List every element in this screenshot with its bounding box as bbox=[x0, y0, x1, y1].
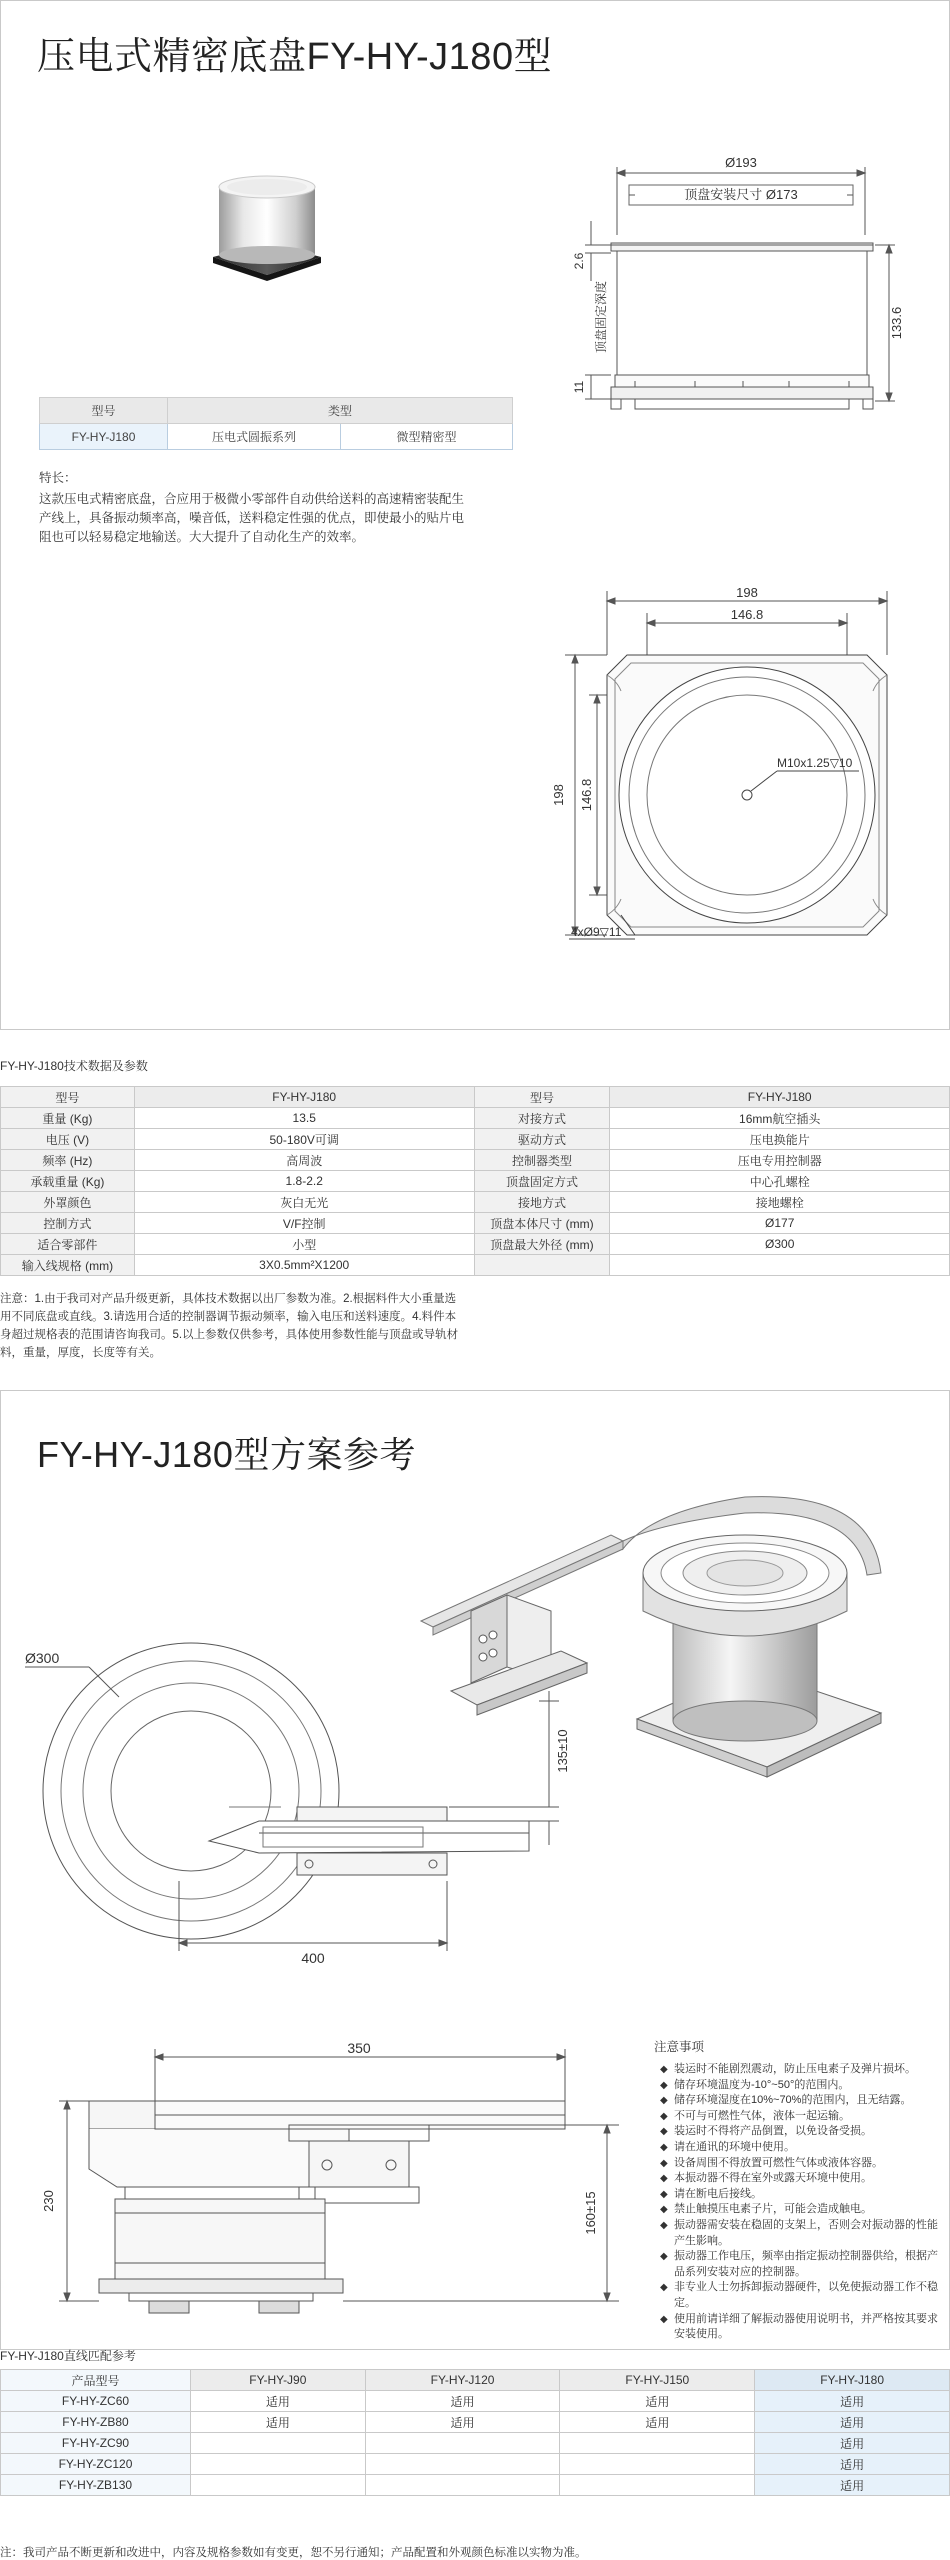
match-cell: 适用 bbox=[191, 2391, 366, 2412]
spec-label: 驱动方式 bbox=[474, 1129, 610, 1150]
care-item: ◆ 本振动器不得在室外或露天环境中使用。 bbox=[660, 2171, 942, 2187]
features-heading: 特长： bbox=[39, 471, 77, 485]
match-row bbox=[1, 2433, 950, 2454]
match-header-cell: FY-HY-J150 bbox=[560, 2370, 755, 2391]
dim-top-inner-width: 146.8 bbox=[730, 607, 764, 622]
scheme-side-drawing bbox=[29, 2041, 629, 2341]
match-row bbox=[1, 2391, 950, 2412]
spec-value: 压电换能片 bbox=[610, 1129, 950, 1150]
match-cell: 适用 bbox=[560, 2391, 755, 2412]
spec-value: 13.5 bbox=[134, 1108, 474, 1129]
features-block bbox=[39, 469, 519, 547]
product-title: 压电式精密底盘FY-HY-J180型 bbox=[37, 36, 553, 78]
dim-base-height: 11 bbox=[572, 380, 586, 394]
match-header-cell: 产品型号 bbox=[1, 2370, 191, 2391]
spec-label: 承载重量 (Kg) bbox=[1, 1171, 135, 1192]
care-item: ◆ 储存环境湿度在10%~70%的范围内，且无结露。 bbox=[660, 2093, 942, 2109]
spec-label: 顶盘固定方式 bbox=[474, 1171, 610, 1192]
match-table bbox=[0, 2369, 950, 2496]
match-cell bbox=[191, 2454, 366, 2475]
match-cell bbox=[365, 2433, 560, 2454]
features-line: 产线上，具备振动频率高，噪音低，送料稳定性强的优点，即使最小的贴片电 bbox=[39, 511, 465, 525]
match-cell bbox=[560, 2475, 755, 2496]
match-model: FY-HY-ZC60 bbox=[1, 2391, 191, 2412]
spec-header-cell: 型号 bbox=[1, 1087, 135, 1108]
type-table bbox=[39, 397, 513, 450]
product-panel bbox=[0, 0, 950, 1030]
dim-fix-depth-label: 顶盘固定深度 bbox=[594, 280, 608, 354]
spec-label: 适合零部件 bbox=[1, 1234, 135, 1255]
spec-table bbox=[0, 1086, 950, 1276]
spec-label: 顶盘最大外径 (mm) bbox=[474, 1234, 610, 1255]
dim-scheme-diameter: Ø300 bbox=[25, 1650, 60, 1666]
spec-header-cell: FY-HY-J180 bbox=[610, 1087, 950, 1108]
dim-top-outer-width: 198 bbox=[736, 585, 758, 600]
spec-value: Ø300 bbox=[610, 1234, 950, 1255]
match-header-cell: FY-HY-J90 bbox=[191, 2370, 366, 2391]
spec-row bbox=[1, 1255, 950, 1276]
match-header-cell: FY-HY-J180 bbox=[755, 2370, 950, 2391]
note-line: 注意：1.由于我司对产品升级更新，具体技术数据以出厂参数为准。2.根据料件大小重量选 bbox=[0, 1293, 457, 1305]
spec-label: 输入线规格 (mm) bbox=[1, 1255, 135, 1276]
dim-scheme-height-left: 230 bbox=[41, 2190, 56, 2212]
spec-row bbox=[1, 1108, 950, 1129]
type-cell-model: FY-HY-J180 bbox=[40, 424, 168, 450]
dim-total-height: 133.6 bbox=[889, 306, 904, 340]
match-cell bbox=[560, 2454, 755, 2475]
spec-label: 对接方式 bbox=[474, 1108, 610, 1129]
match-cell bbox=[191, 2433, 366, 2454]
dim-top-height: 2.6 bbox=[572, 252, 586, 270]
match-row bbox=[1, 2454, 950, 2475]
spec-value: 中心孔螺栓 bbox=[610, 1171, 950, 1192]
dim-center-hole: M10x1.25▽10 bbox=[777, 756, 853, 770]
spec-value: 1.8-2.2 bbox=[134, 1171, 474, 1192]
match-cell bbox=[365, 2475, 560, 2496]
note-line: 料，重量，厚度，长度等有关。 bbox=[0, 1347, 161, 1359]
spec-header-cell: FY-HY-J180 bbox=[134, 1087, 474, 1108]
top-view-drawing bbox=[541, 583, 921, 953]
note-line: 身超过规格表的范围请咨询我司。5.以上参数仅供参考，具体使用参数性能与顶盘或导轨材 bbox=[0, 1329, 459, 1341]
spec-row bbox=[1, 1150, 950, 1171]
product-photo bbox=[207, 173, 327, 285]
spec-label: 电压 (V) bbox=[1, 1129, 135, 1150]
dim-scheme-width: 400 bbox=[301, 1950, 325, 1966]
match-model: FY-HY-ZB130 bbox=[1, 2475, 191, 2496]
spec-value: 3X0.5mm²X1200 bbox=[134, 1255, 474, 1276]
spec-value: 50-180V可调 bbox=[134, 1129, 474, 1150]
type-header-category: 类型 bbox=[168, 398, 513, 424]
type-cell-series: 压电式圆振系列 bbox=[168, 424, 341, 450]
match-cell bbox=[191, 2475, 366, 2496]
spec-row bbox=[1, 1192, 950, 1213]
match-cell: 适用 bbox=[365, 2391, 560, 2412]
match-cell: 适用 bbox=[755, 2412, 950, 2433]
match-cell: 适用 bbox=[365, 2412, 560, 2433]
dim-corner-holes: 4xØ9▽11 bbox=[571, 925, 622, 939]
spec-value: V/F控制 bbox=[134, 1213, 474, 1234]
match-cell: 适用 bbox=[755, 2475, 950, 2496]
match-model: FY-HY-ZC90 bbox=[1, 2433, 191, 2454]
spec-label: 控制方式 bbox=[1, 1213, 135, 1234]
match-cell: 适用 bbox=[560, 2412, 755, 2433]
care-item: ◆ 振动器需安装在稳固的支架上，否则会对振动器的性能产生影响。 bbox=[660, 2218, 942, 2249]
dim-top-outer-height: 198 bbox=[551, 784, 566, 806]
care-title: 注意事项 bbox=[654, 2040, 705, 2054]
side-view-drawing bbox=[572, 151, 905, 441]
spec-value: Ø177 bbox=[610, 1213, 950, 1234]
spec-label: 频率 (Hz) bbox=[1, 1150, 135, 1171]
dim-scheme-height-top: 135±10 bbox=[555, 1729, 570, 1773]
match-cell bbox=[560, 2433, 755, 2454]
match-cell: 适用 bbox=[755, 2454, 950, 2475]
spec-row bbox=[1, 1213, 950, 1234]
care-item: ◆ 禁止触摸压电素子片，可能会造成触电。 bbox=[660, 2202, 942, 2218]
spec-row bbox=[1, 1234, 950, 1255]
spec-value: 16mm航空插头 bbox=[610, 1108, 950, 1129]
spec-value: 接地螺栓 bbox=[610, 1192, 950, 1213]
spec-label: 顶盘本体尺寸 (mm) bbox=[474, 1213, 610, 1234]
spec-label bbox=[474, 1255, 610, 1276]
match-cell: 适用 bbox=[755, 2391, 950, 2412]
spec-caption: FY-HY-J180技术数据及参数 bbox=[0, 1059, 148, 1073]
match-cell bbox=[365, 2454, 560, 2475]
match-header-cell: FY-HY-J120 bbox=[365, 2370, 560, 2391]
spec-value: 灰白无光 bbox=[134, 1192, 474, 1213]
scheme-plan-drawing bbox=[19, 1631, 639, 2011]
care-list bbox=[660, 2062, 942, 2343]
type-header-model: 型号 bbox=[40, 398, 168, 424]
dim-top-inner-height: 146.8 bbox=[579, 778, 594, 812]
spec-label: 控制器类型 bbox=[474, 1150, 610, 1171]
spec-label: 外罩颜色 bbox=[1, 1192, 135, 1213]
match-model: FY-HY-ZC120 bbox=[1, 2454, 191, 2475]
type-cell-kind: 微型精密型 bbox=[341, 424, 513, 450]
dim-outer-diameter: Ø193 bbox=[725, 155, 757, 170]
spec-label: 重量 (Kg) bbox=[1, 1108, 135, 1129]
spec-value: 小型 bbox=[134, 1234, 474, 1255]
scheme-title: FY-HY-J180型方案参考 bbox=[37, 1434, 416, 1475]
dim-scheme-length: 350 bbox=[347, 2040, 371, 2056]
care-item: ◆ 装运时不得将产品倒置，以免设备受损。 bbox=[660, 2124, 942, 2140]
footnote: 注：我司产品不断更新和改进中，内容及规格参数如有变更，恕不另行通知；产品配置和外观颜色标准以实物为准。 bbox=[0, 2547, 587, 2559]
care-item: ◆ 装运时不能剧烈震动，防止压电素子及弹片损坏。 bbox=[660, 2062, 942, 2078]
note-line: 用不同底盘或直线。3.请选用合适的控制器调节振动频率，输入电压和送料速度。4.料件本 bbox=[0, 1311, 457, 1323]
features-line: 这款压电式精密底盘，合应用于极微小零部件自动供给送料的高速精密装配生 bbox=[39, 492, 465, 506]
dim-scheme-height-right: 160±15 bbox=[583, 2191, 598, 2235]
care-item: ◆ 储存环境温度为-10°~50°的范围内。 bbox=[660, 2078, 942, 2094]
spec-value: 压电专用控制器 bbox=[610, 1150, 950, 1171]
match-caption: FY-HY-J180直线匹配参考 bbox=[0, 2349, 136, 2363]
match-row bbox=[1, 2475, 950, 2496]
care-item: ◆ 请在断电后接线。 bbox=[660, 2187, 942, 2203]
care-item: ◆ 非专业人士勿拆卸振动器硬件，以免使振动器工作不稳定。 bbox=[660, 2280, 942, 2311]
spec-notes bbox=[0, 1290, 460, 1362]
features-line: 阻也可以轻易稳定地输送。大大提升了自动化生产的效率。 bbox=[39, 530, 365, 544]
match-row bbox=[1, 2412, 950, 2433]
match-cell: 适用 bbox=[191, 2412, 366, 2433]
spec-value bbox=[610, 1255, 950, 1276]
care-item: ◆ 不可与可燃性气体，液体一起运输。 bbox=[660, 2109, 942, 2125]
spec-value: 高周波 bbox=[134, 1150, 474, 1171]
care-item: ◆ 振动器工作电压，频率由指定振动控制器供给，根据产品系列安装对应的控制器。 bbox=[660, 2249, 942, 2280]
spec-header-cell: 型号 bbox=[474, 1087, 610, 1108]
spec-label: 接地方式 bbox=[474, 1192, 610, 1213]
care-item: ◆ 设备周围不得放置可燃性气体或液体容器。 bbox=[660, 2156, 942, 2172]
dim-mount-size: 顶盘安装尺寸 Ø173 bbox=[684, 187, 798, 202]
match-model: FY-HY-ZB80 bbox=[1, 2412, 191, 2433]
care-item: ◆ 使用前请详细了解振动器使用说明书，并严格按其要求安装使用。 bbox=[660, 2312, 942, 2343]
spec-row bbox=[1, 1129, 950, 1150]
match-cell: 适用 bbox=[755, 2433, 950, 2454]
spec-row bbox=[1, 1171, 950, 1192]
care-item: ◆ 请在通讯的环境中使用。 bbox=[660, 2140, 942, 2156]
